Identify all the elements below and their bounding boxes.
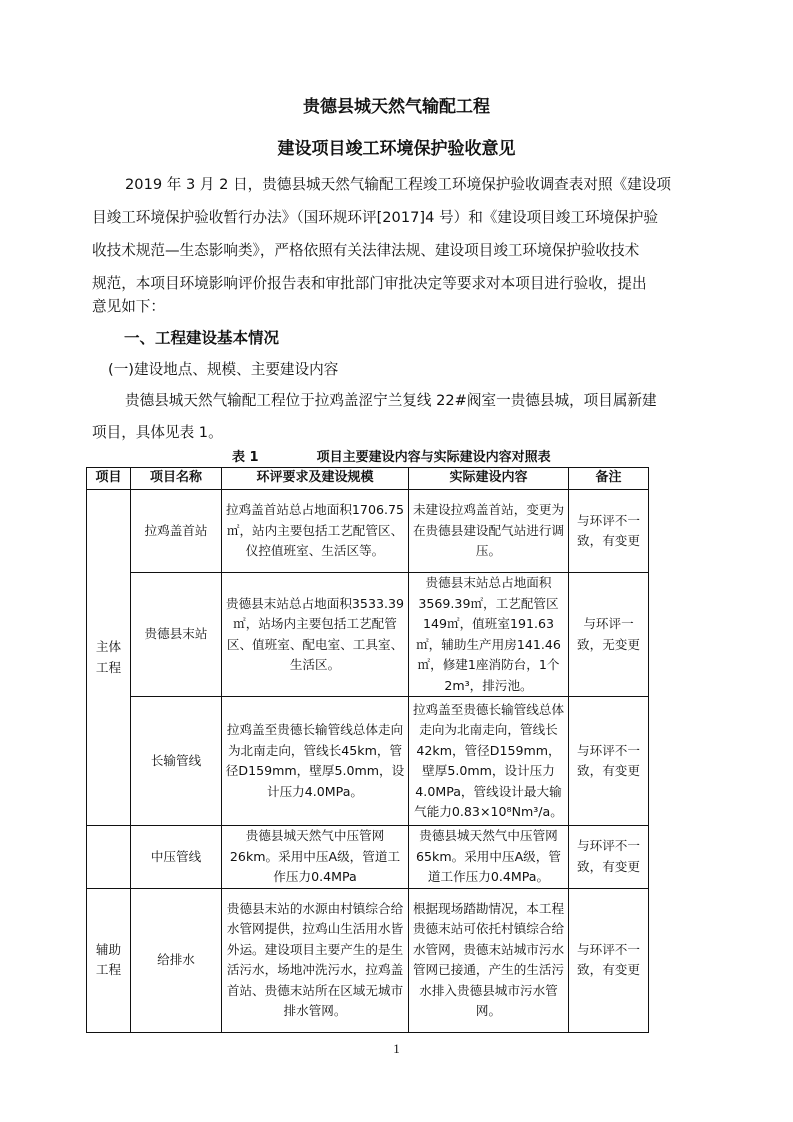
eia-cell: 贵德县城天然气中压管网26km。采用中压A级，管道工作压力0.4MPa [222,826,409,889]
table-row [87,490,649,573]
document-title: 贵德县城天然气输配工程 [303,97,490,117]
header-cell: 实际建设内容 [409,468,569,490]
table-row [87,573,649,697]
section-heading: 一、工程建设基本情况 [124,329,280,347]
intro-line: 2019 年 3 月 2 日，贵德县城天然气输配工程竣工环境保护验收调查表对照《建设项 [125,176,671,193]
comparison-table [86,467,649,1033]
note-cell: 与环评不一致，有变更 [569,888,649,1032]
table-row [87,826,649,889]
eia-cell: 拉鸡盖至贵德长输管线总体走向为北南走向，管线长45km，管径D159mm，壁厚5.0mm，设计压力4.0MPa。 [222,697,409,826]
table-row [87,888,649,1032]
intro-line: 目竣工环境保护验收暂行办法》（国环规环评[2017]4 号）和《建设项目竣工环境保护验 [92,209,658,226]
table-title: 项目主要建设内容与实际建设内容对照表 [316,450,551,465]
name-cell: 中压管线 [131,826,222,889]
note-cell: 与环评不一致，有变更 [569,697,649,826]
actual-cell: 根据现场踏勘情况，本工程贵德末站可依托村镇综合给水管网，贵德末站城市污水管网已接通，产生的生活污水排入贵德县城市污水管网。 [409,888,569,1032]
location-line: 贵德县城天然气输配工程位于拉鸡盖涩宁兰复线 22#阀室一贵德县城，项目属新建 [125,392,657,409]
subsection-heading: (一)建设地点、规模、主要建设内容 [108,361,339,378]
actual-cell: 贵德县末站总占地面积3569.39㎡，工艺配管区149㎡，值班室191.63㎡，辅助生产用房141.46㎡，修建1座消防台，1个2m³，排污池。 [409,573,569,697]
header-cell: 项目名称 [131,468,222,490]
header-cell: 项目 [87,468,131,490]
name-cell: 贵德县末站 [131,573,222,697]
actual-cell: 未建设拉鸡盖首站，变更为在贵德县建设配气站进行调压。 [409,490,569,573]
eia-cell: 贵德县末站总占地面积3533.39㎡，站场内主要包括工艺配管区、值班室、配电室、工具室、生活区。 [222,573,409,697]
note-cell: 与环评不一致，有变更 [569,826,649,889]
actual-cell: 拉鸡盖至贵德长输管线总体走向为北南走向，管线长42km，管径D159mm，壁厚5.0mm，设计压力4.0MPa，管线设计最大输气能力0.83×10⁸Nm³/a。 [409,697,569,826]
eia-cell: 贵德县末站的水源由村镇综合给水管网提供，拉鸡山生活用水皆外运。建设项目主要产生的是生活污水，场地冲洗污水，拉鸡盖首站、贵德末站所在区域无城市排水管网。 [222,888,409,1032]
note-cell: 与环评一致，无变更 [569,573,649,697]
intro-line: 规范，本项目环境影响评价报告表和审批部门审批决定等要求对本项目进行验收，提出 [92,275,647,292]
intro-line: 收技术规范—生态影响类》，严格依照有关法律法规、建设项目竣工环境保护验收技术 [92,242,640,259]
actual-cell: 贵德县城天然气中压管网65km。采用中压A级，管道工作压力0.4MPa。 [409,826,569,889]
page-number: 1 [393,1041,400,1056]
header-cell: 备注 [569,468,649,490]
location-line: 项目，具体见表 1。 [92,424,223,441]
table-header-row [87,468,649,490]
group-cell: 辅助工程 [87,888,131,1032]
group-cell: 主体工程 [87,490,131,826]
note-cell: 与环评不一致，有变更 [569,490,649,573]
name-cell: 长输管线 [131,697,222,826]
group-cell-empty [87,826,131,889]
table-row [87,697,649,826]
intro-line: 意见如下： [92,298,165,315]
header-cell: 环评要求及建设规模 [222,468,409,490]
eia-cell: 拉鸡盖首站总占地面积1706.75㎡，站内主要包括工艺配管区、仪控值班室、生活区等。 [222,490,409,573]
table-number: 表 1 [232,450,259,465]
name-cell: 给排水 [131,888,222,1032]
table-caption [232,446,551,465]
document-subtitle: 建设项目竣工环境保护验收意见 [277,139,516,159]
name-cell: 拉鸡盖首站 [131,490,222,573]
